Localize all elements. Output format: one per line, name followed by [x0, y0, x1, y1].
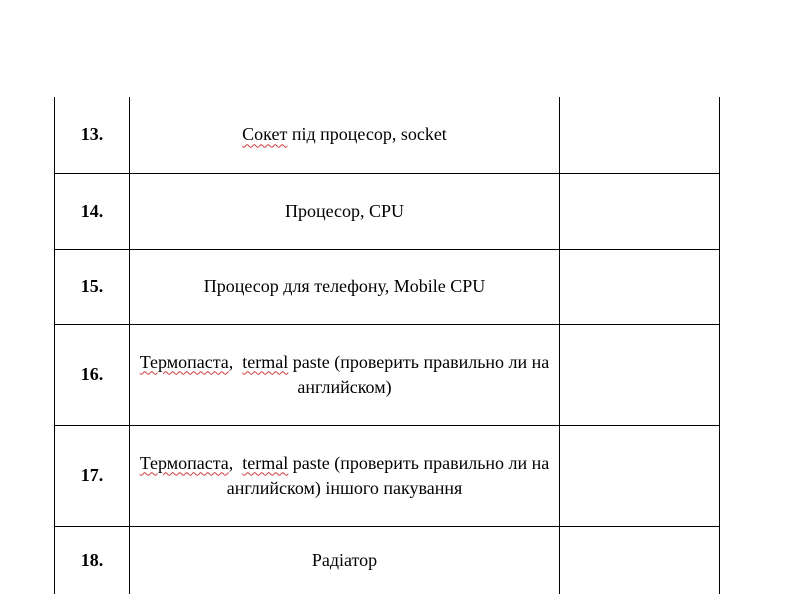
- row-text: [130, 249, 560, 324]
- row-text-segment: Процесор, CPU: [284, 200, 405, 221]
- row-number: 14.: [55, 173, 130, 249]
- row-number: 15.: [55, 249, 130, 324]
- row-text-segment: під процесор, socket: [287, 124, 447, 145]
- table-row: [55, 425, 720, 526]
- table-row: [55, 97, 720, 173]
- empty-cell: [560, 249, 720, 324]
- row-text-segment: Термопаста: [139, 452, 229, 473]
- row-number: 18.: [55, 526, 130, 594]
- row-text: [130, 173, 560, 249]
- row-number: 13.: [55, 97, 130, 173]
- row-text-segment: Радіатор: [311, 549, 378, 570]
- row-text-segment: paste (проверить правильно ли на английском): [288, 351, 550, 397]
- empty-cell: [560, 173, 720, 249]
- row-text-segment: ,: [228, 452, 243, 473]
- row-number: 17.: [55, 425, 130, 526]
- table-row: [55, 526, 720, 594]
- row-text-segment: Сокет: [242, 124, 288, 145]
- empty-cell: [560, 425, 720, 526]
- row-text-segment: Процесор для телефону, Mobile CPU: [203, 276, 486, 296]
- row-text-segment: termal: [242, 452, 289, 473]
- empty-cell: [560, 97, 720, 173]
- row-text-segment: ,: [228, 351, 243, 372]
- row-text: [130, 526, 560, 594]
- document-table: [54, 97, 720, 594]
- empty-cell: [560, 526, 720, 594]
- table-row: [55, 324, 720, 425]
- row-text-segment: termal: [242, 351, 289, 372]
- row-text-segment: paste (проверить правильно ли на английском) іншого пакування: [226, 452, 550, 498]
- table-row: [55, 173, 720, 249]
- row-text: [130, 425, 560, 526]
- row-text: [130, 97, 560, 173]
- table-row: [55, 249, 720, 324]
- row-text: [130, 324, 560, 425]
- row-number: 16.: [55, 324, 130, 425]
- row-text-segment: Термопаста: [139, 351, 229, 372]
- empty-cell: [560, 324, 720, 425]
